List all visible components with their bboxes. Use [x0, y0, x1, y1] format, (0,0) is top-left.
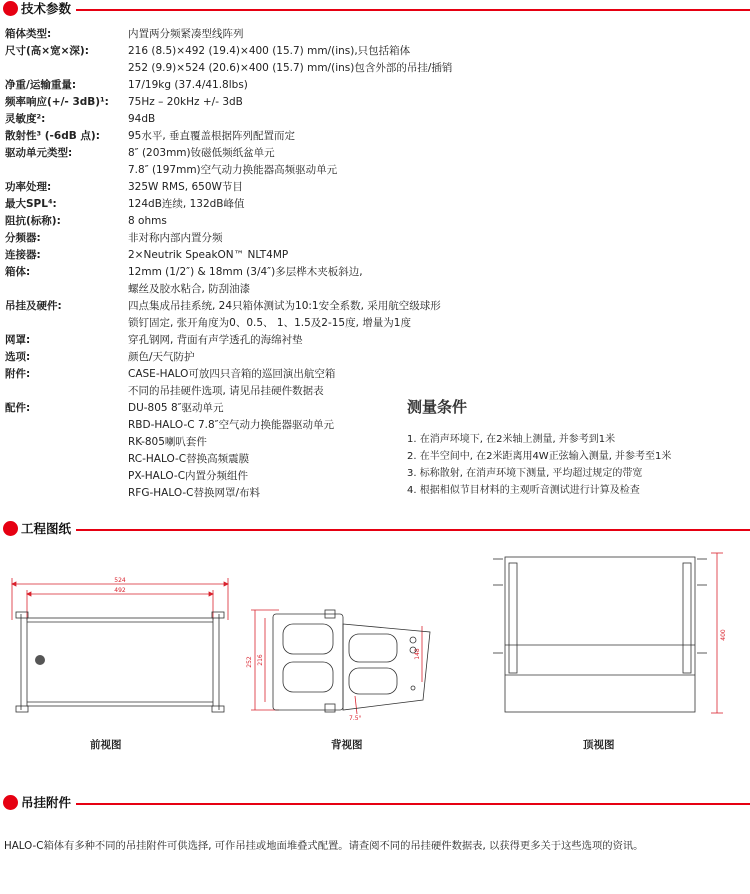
spec-label: 最大SPL⁴:: [5, 198, 57, 210]
spec-row: [5, 196, 525, 213]
spec-label: 尺寸(高×宽×深):: [5, 45, 89, 57]
spec-row: [5, 128, 525, 145]
spec-value: [128, 366, 525, 400]
spec-value-line: 7.8″ (197mm)空气动力换能器高频驱动单元: [128, 164, 338, 176]
spec-row: [5, 145, 525, 179]
spec-label: 箱体:: [5, 266, 31, 278]
dim-label-angle: 7.5°: [349, 715, 362, 722]
spec-value-line: 螺丝及胶水粘合, 防刮油漆: [128, 283, 251, 295]
spec-value-line: CASE-HALO可放四只音箱的巡回演出航空箱: [128, 368, 336, 380]
dim-label-400: 400: [720, 629, 727, 641]
spec-value: [128, 196, 525, 213]
dim-label-216: 216: [257, 654, 264, 666]
spec-row: [5, 298, 525, 332]
condition-item: 2. 在半空间中, 在2米距离用4W正弦输入测量, 并参考至1米: [407, 451, 672, 462]
spec-value-line: RBD-HALO-C 7.8″空气动力换能器驱动单元: [128, 419, 335, 431]
spec-label: 灵敏度²:: [5, 113, 46, 125]
spec-value-line: DU-805 8″驱动单元: [128, 402, 224, 414]
spec-label: 吊挂及硬件:: [5, 300, 62, 312]
section-rule: [76, 9, 750, 11]
front-view-drawing: [0, 570, 240, 730]
bullet-dot: [3, 1, 18, 16]
spec-label: 驱动单元类型:: [5, 147, 73, 159]
spec-label: 网罩:: [5, 334, 31, 346]
spec-value-line: RFG-HALO-C替换网罩/布料: [128, 487, 261, 499]
spec-row: [5, 349, 525, 366]
spec-row: [5, 264, 525, 298]
spec-row: [5, 43, 525, 77]
spec-value: [128, 145, 525, 179]
spec-value-line: 325W RMS, 650W节目: [128, 181, 243, 193]
dim-label-524: 524: [114, 577, 126, 584]
spec-value: [128, 179, 525, 196]
spec-value-line: 75Hz – 20kHz +/- 3dB: [128, 96, 243, 108]
section-rule: [76, 529, 750, 531]
spec-row: [5, 247, 525, 264]
condition-item: 1. 在消声环境下, 在2米轴上测量, 并参考到1米: [407, 434, 616, 445]
spec-value: [128, 332, 525, 349]
spec-value-line: 内置两分频紧凑型线阵列: [128, 28, 244, 40]
bullet-dot: [3, 795, 18, 810]
spec-value-line: 17/19kg (37.4/41.8lbs): [128, 79, 248, 91]
spec-label: 净重/运输重量:: [5, 79, 77, 91]
spec-value-line: 12mm (1/2″) & 18mm (3/4″)多层桦木夹板斜边,: [128, 266, 363, 278]
spec-value-line: 2×Neutrik SpeakON™ NLT4MP: [128, 249, 289, 261]
section-rule: [76, 803, 750, 805]
spec-value: [128, 94, 525, 111]
spec-value-line: 216 (8.5)×492 (19.4)×400 (15.7) mm/(ins),只包括箱体: [128, 45, 411, 57]
spec-row: [5, 179, 525, 196]
measurement-conditions: [407, 396, 671, 499]
spec-value-line: 四点集成吊挂系统, 24只箱体测试为10:1安全系数, 采用航空级球形: [128, 300, 441, 312]
spec-value-line: 非对称内部内置分频: [128, 232, 223, 244]
spec-value-line: 95水平, 垂直覆盖根据阵列配置而定: [128, 130, 296, 142]
logo-icon: [35, 655, 45, 665]
spec-label: 功率处理:: [5, 181, 52, 193]
spec-value: [128, 26, 525, 43]
spec-value: [128, 349, 525, 366]
top-view-caption: 顶视图: [583, 739, 615, 751]
spec-row: [5, 230, 525, 247]
spec-value: [128, 111, 525, 128]
spec-row: [5, 111, 525, 128]
spec-value: [128, 230, 525, 247]
back-view-caption: 背视图: [331, 739, 363, 751]
spec-value-line: 颜色/天气防护: [128, 351, 195, 363]
conditions-title: 测量条件: [407, 398, 468, 416]
spec-value-line: 锁钉固定, 张开角度为0、0.5、 1、1.5及2-15度, 增量为1度: [128, 317, 411, 329]
spec-label: 选项:: [5, 351, 31, 363]
spec-label: 连接器:: [5, 249, 41, 261]
spec-value-line: RK-805喇叭套件: [128, 436, 207, 448]
back-view-drawing: [245, 600, 445, 730]
spec-row: [5, 77, 525, 94]
spec-value: [128, 77, 525, 94]
spec-value-line: 252 (9.9)×524 (20.6)×400 (15.7) mm/(ins)包含外部的吊挂/插销: [128, 62, 453, 74]
section-header-rigging: [0, 795, 750, 811]
spec-row: [5, 26, 525, 43]
spec-row: [5, 213, 525, 230]
spec-row: [5, 366, 525, 400]
rigging-description: HALO-C箱体有多种不同的吊挂附件可供选择, 可作吊挂或地面堆叠式配置。请查阅不同的吊挂硬件数据表, 以获得更多关于这些选项的资讯。: [4, 840, 644, 852]
spec-label: 散射性³ (-6dB 点):: [5, 130, 100, 142]
spec-value: [128, 213, 525, 230]
spec-label: 配件:: [5, 402, 31, 414]
spec-value: [128, 43, 525, 77]
section-title: 吊挂附件: [21, 795, 72, 810]
spec-value: [128, 298, 525, 332]
spec-value-line: RC-HALO-C替换高频震膜: [128, 453, 250, 465]
spec-label: 阻抗(标称):: [5, 215, 61, 227]
spec-row: [5, 332, 525, 349]
spec-value-line: 8″ (203mm)钕磁低频纸盆单元: [128, 147, 275, 159]
bullet-dot: [3, 521, 18, 536]
dim-label-252: 252: [246, 656, 253, 668]
spec-value-line: 穿孔钢网, 背面有声学透孔的海绵衬垫: [128, 334, 303, 346]
spec-value: [128, 128, 525, 145]
section-title: 工程图纸: [21, 521, 72, 536]
condition-item: 4. 根据相似节目材料的主观听音测试进行计算及检查: [407, 485, 640, 496]
dim-label-492: 492: [114, 587, 126, 594]
front-view-caption: 前视图: [90, 739, 122, 751]
spec-label: 频率响应(+/- 3dB)¹:: [5, 96, 109, 108]
spec-row: [5, 94, 525, 111]
spec-value-line: 94dB: [128, 113, 156, 125]
top-view-drawing: [485, 545, 735, 720]
spec-value: [128, 247, 525, 264]
condition-item: 3. 标称散射, 在消声环境下测量, 平均超过规定的带宽: [407, 468, 643, 479]
section-header-drawings: [0, 521, 750, 537]
dim-label-148: 148: [414, 648, 421, 660]
spec-label: 分频器:: [5, 232, 41, 244]
conditions-list: [407, 431, 671, 499]
spec-value: [128, 264, 525, 298]
section-header-specs: [0, 1, 750, 17]
spec-label: 附件:: [5, 368, 31, 380]
spec-value-line: 124dB连续, 132dB峰值: [128, 198, 245, 210]
spec-value-line: 不同的吊挂硬件选项, 请见吊挂硬件数据表: [128, 385, 324, 397]
spec-label: 箱体类型:: [5, 28, 52, 40]
spec-value-line: 8 ohms: [128, 215, 167, 227]
spec-value-line: PX-HALO-C内置分频组件: [128, 470, 249, 482]
section-title: 技术参数: [21, 1, 72, 16]
